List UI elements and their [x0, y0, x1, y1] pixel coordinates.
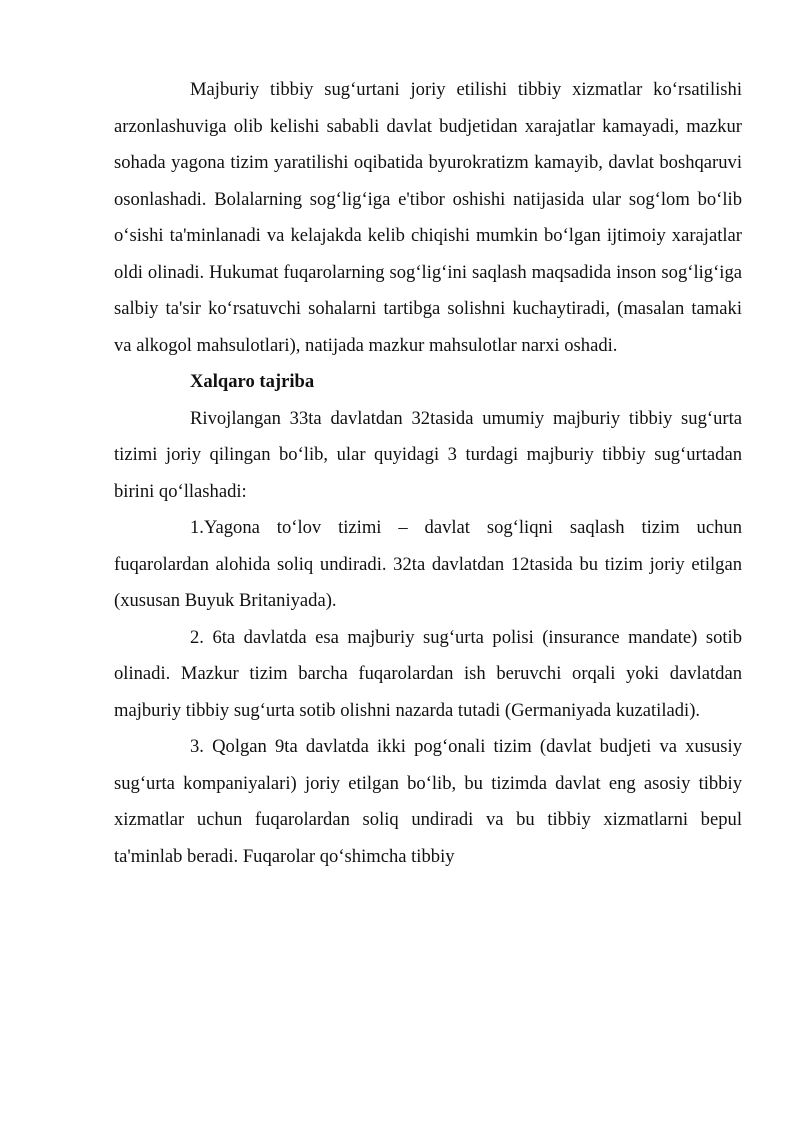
paragraph-item-3: 3. Qolgan 9ta davlatda ikki pog‘onali tizim (davlat budjeti va xususiy sug‘urta kompaniyalari) joriy etilgan bo‘lib, bu tizimda davlat eng asosiy tibbiy xizmatlar uchun fuqarolardan soliq undiradi va bu tibbiy xizmatlarni bepul ta'minlab beradi. Fuqarolar qo‘shimcha tibbiy	[114, 736, 742, 867]
paragraph-intro: Majburiy tibbiy sug‘urtani joriy etilishi tibbiy xizmatlar ko‘rsatilishi arzonlashuviga olib kelishi sababli davlat budjetidan xarajatlar kamayadi, mazkur sohada yagona tizim yaratilishi oqibatida byurokratizm kamayib, davlat boshqaruvi osonlashadi. Bolalarning sog‘lig‘iga e'tibor oshishi natijasida ular sog‘lom bo‘lib o‘sishi ta'minlanadi va kelajakda kelib chiqishi mumkin bo‘lgan ijtimoiy xarajatlar oldi olinadi. Hukumat fuqarolarning sog‘lig‘ini saqlash maqsadida inson sog‘lig‘iga salbiy ta'sir ko‘rsatuvchi sohalarni tartibga solishni kuchaytiradi, (masalan tamaki va alkogol mahsulotlari), natijada mazkur mahsulotlar narxi oshadi.	[114, 79, 742, 356]
paragraph-item-2: 2. 6ta davlatda esa majburiy sug‘urta polisi (insurance mandate) sotib olinadi. Mazkur tizim barcha fuqarolardan ish beruvchi orqali yoki davlatdan majburiy tibbiy sug‘urta sotib olishni nazarda tutadi (Germaniyada kuzatiladi).	[114, 626, 742, 721]
document-page	[114, 72, 742, 875]
paragraph-item-1: 1.Yagona to‘lov tizimi – davlat sog‘liqni saqlash tizim uchun fuqarolardan alohida soliq undiradi. 32ta davlatdan 12tasida bu tizim joriy etilgan (xususan Buyuk Britaniyada).	[114, 517, 742, 611]
section-heading: Xalqaro tajriba	[190, 371, 315, 392]
paragraph-overview: Rivojlangan 33ta davlatdan 32tasida umumiy majburiy tibbiy sug‘urta tizimi joriy qilingan bo‘lib, ular quyidagi 3 turdagi majburiy tibbiy sug‘urtadan birini qo‘llashadi:	[114, 407, 742, 502]
